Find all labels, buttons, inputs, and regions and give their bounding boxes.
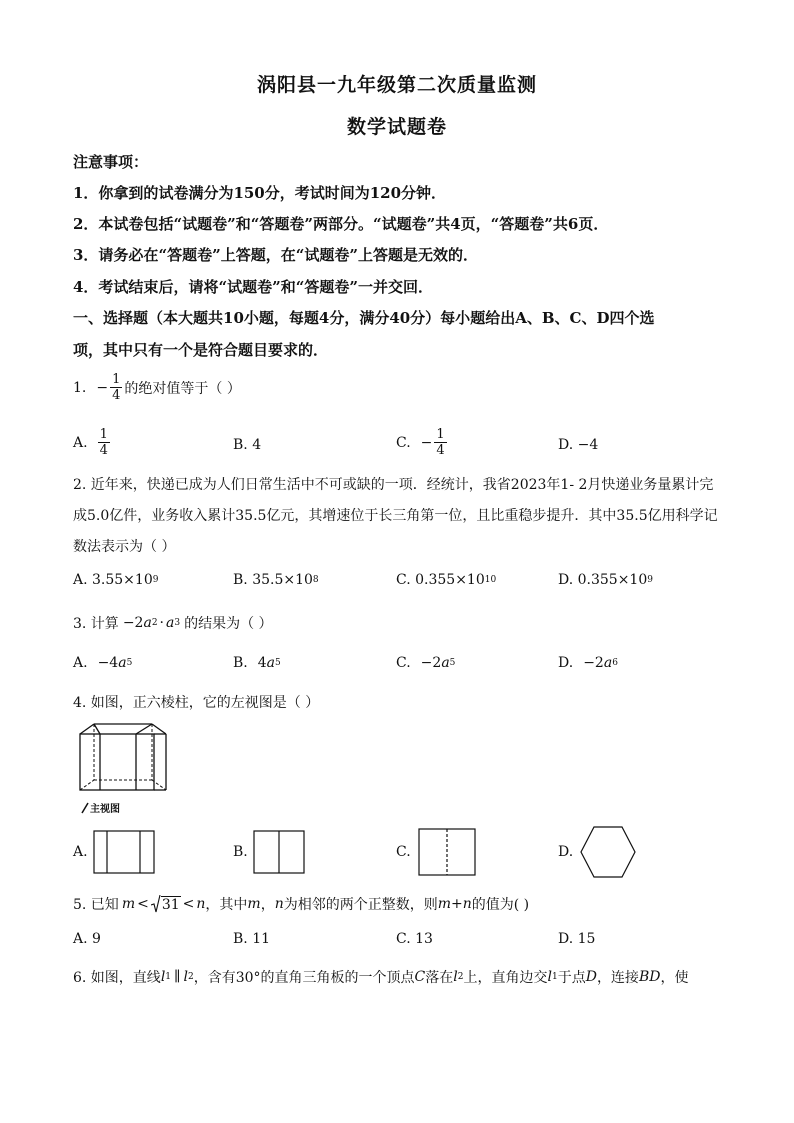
- variable: a: [143, 615, 152, 631]
- question-4: 4. 如图，正六棱柱，它的左视图是（ ）: [73, 695, 320, 711]
- question-prefix: 5. 已知: [73, 897, 119, 913]
- q3-option-a: [73, 655, 132, 671]
- variable-n: n: [196, 896, 206, 912]
- minus-sign: −: [420, 434, 433, 451]
- dot-operator: ·: [159, 615, 164, 631]
- variable: a: [441, 655, 450, 671]
- radical-sign-icon: [151, 895, 161, 913]
- option-text: C. 0.355×10: [396, 572, 485, 588]
- subscript: 2: [457, 972, 464, 982]
- question-text: 于点: [557, 970, 586, 986]
- less-than: <: [137, 896, 149, 912]
- segment-bd: BD: [638, 969, 661, 985]
- subscript: 1: [551, 972, 558, 982]
- variable: a: [118, 655, 127, 671]
- fraction-numerator: 1: [436, 427, 445, 442]
- variable: a: [166, 615, 175, 631]
- subscript: 1: [165, 972, 172, 982]
- less-than: <: [182, 896, 195, 912]
- question-3: [73, 613, 273, 633]
- fraction-denominator: 4: [112, 388, 121, 403]
- q4-option-c-label: C.: [396, 844, 411, 860]
- question-text: ，含有30°的直角三角板的一个顶点: [193, 970, 415, 986]
- q4-option-c-figure: [418, 828, 476, 876]
- coefficient: −2: [122, 615, 144, 631]
- option-label: D.: [558, 655, 574, 671]
- option-label: B.: [233, 655, 248, 671]
- q5-option-c: C. 13: [396, 931, 433, 947]
- figure-caption: [80, 800, 120, 815]
- exponent: 5: [449, 658, 456, 668]
- q1-option-a: [73, 427, 112, 458]
- q3-option-b: [233, 655, 281, 671]
- q1-option-b: B. 4: [233, 437, 262, 453]
- page-title: 涡阳县一九年级第二次质量监测: [256, 74, 537, 96]
- coefficient: −2: [583, 655, 604, 671]
- parallel-sign: ∥: [174, 969, 181, 985]
- radicand: 31: [161, 897, 180, 913]
- subscript: 2: [187, 972, 194, 982]
- fraction-denominator: 4: [99, 443, 108, 458]
- line-l: l: [547, 969, 552, 985]
- option-text: D. 0.355×10: [558, 572, 648, 588]
- question-6: [73, 967, 688, 987]
- q4-option-b-figure: [253, 830, 305, 874]
- notes-heading: 注意事项：: [73, 153, 149, 171]
- option-label: C.: [396, 434, 411, 451]
- question-suffix: 的结果为（ ）: [184, 616, 273, 632]
- q4-option-a-figure: [93, 830, 155, 874]
- exponent: 9: [152, 575, 159, 585]
- variable: a: [603, 655, 613, 671]
- coefficient: −4: [97, 655, 119, 671]
- fraction-numerator: 1: [99, 427, 108, 442]
- exponent: 8: [312, 575, 319, 585]
- question-text: ，其中: [205, 897, 248, 913]
- fraction: [110, 372, 122, 403]
- q1-option-c: [396, 427, 449, 458]
- q4-option-d-label: D.: [558, 844, 574, 860]
- variable-n: n: [274, 896, 284, 912]
- q5-option-a: A. 9: [73, 931, 101, 947]
- exponent: 9: [647, 575, 653, 585]
- caption-text: 主视图: [90, 804, 120, 815]
- sum-expression: m+n: [437, 896, 472, 912]
- question-text: 落在: [425, 970, 454, 986]
- coefficient: 4: [257, 655, 267, 671]
- option-text: A. 3.55×10: [73, 572, 153, 588]
- slash-mark-icon: [80, 802, 90, 814]
- q2-option-a: [73, 572, 158, 588]
- q2-option-b: [233, 572, 319, 588]
- q4-option-d-figure: [580, 826, 636, 878]
- comma: ，: [260, 897, 275, 913]
- exponent: 6: [612, 658, 618, 668]
- variable: a: [266, 655, 276, 671]
- line-l: l: [183, 969, 188, 985]
- q3-option-c: [396, 655, 455, 671]
- question-2-line1: 2. 近年来，快递已成为人们日常生活中不可或缺的一项．经统计，我省2023年1- 2月快递业务量累计完: [73, 477, 714, 493]
- coefficient: −2: [420, 655, 442, 671]
- hexagonal-prism-figure: [74, 722, 174, 800]
- question-number: 1.: [73, 379, 87, 396]
- exponent: 5: [126, 658, 133, 668]
- q2-option-d: [558, 572, 653, 588]
- question-text: 为相邻的两个正整数，则: [283, 897, 438, 913]
- option-label: A.: [73, 655, 88, 671]
- point-c: C: [414, 969, 426, 985]
- section-heading-line2: 项，其中只有一个是符合题目要求的．: [73, 341, 329, 359]
- q1-option-d: D. −4: [558, 437, 599, 453]
- page-subtitle: 数学试题卷: [346, 116, 447, 138]
- option-text: B. 35.5×10: [233, 572, 313, 588]
- note-item-1: 1．你拿到的试卷满分为150分，考试时间为120分钟．: [73, 184, 447, 202]
- question-text: 的绝对值等于（ ）: [124, 380, 241, 397]
- line-l: l: [453, 969, 458, 985]
- q5-option-d: D. 15: [558, 931, 596, 947]
- option-label: A.: [73, 434, 88, 451]
- question-text: 6. 如图，直线: [73, 970, 161, 986]
- q2-option-c: [396, 572, 496, 588]
- minus-sign: −: [96, 379, 109, 396]
- note-item-4: 4．考试结束后，请将“试题卷”和“答题卷”一并交回．: [73, 278, 433, 296]
- point-d: D: [585, 969, 597, 985]
- variable-m: m: [121, 896, 136, 912]
- question-1: [73, 372, 241, 403]
- fraction-denominator: 4: [436, 443, 445, 458]
- option-label: C.: [396, 655, 411, 671]
- q4-option-a-label: A.: [73, 844, 88, 860]
- question-text: 的值为( ): [471, 897, 530, 913]
- line-l: l: [160, 969, 166, 985]
- section-heading-line1: 一、选择题（本大题共10小题，每题4分，满分40分）每小题给出A、B、C、D四个选: [73, 309, 655, 327]
- exponent: 5: [275, 658, 281, 668]
- fraction: [434, 427, 446, 458]
- fraction-numerator: 1: [112, 372, 121, 387]
- question-2-line2: 成5.0亿件，业务收入累计35.5亿元，其增速位于长三角第一位，且比重稳步提升．其中35.5亿用科学记: [73, 508, 718, 524]
- exponent: 3: [174, 618, 181, 628]
- question-prefix: 3. 计算: [73, 616, 119, 632]
- exponent: 2: [151, 618, 158, 628]
- note-item-3: 3．请务必在“答题卷”上答题，在“试题卷”上答题是无效的．: [73, 246, 478, 264]
- variable-m: m: [247, 896, 261, 912]
- q5-option-b: B. 11: [233, 931, 271, 947]
- note-item-2: 2．本试卷包括“试题卷”和“答题卷”两部分。“试题卷”共4页，“答题卷”共6页．: [73, 215, 609, 233]
- question-text: 上，直角边交: [463, 970, 548, 986]
- question-2-line3: 数法表示为（ ）: [73, 539, 176, 555]
- question-text: ，连接: [596, 970, 639, 986]
- q4-option-b-label: B.: [233, 844, 248, 860]
- square-root: [151, 895, 181, 913]
- question-text: ，使: [660, 970, 689, 986]
- fraction: [98, 427, 110, 458]
- question-5: [73, 894, 529, 914]
- q3-option-d: [558, 655, 618, 671]
- exponent: 10: [484, 575, 497, 585]
